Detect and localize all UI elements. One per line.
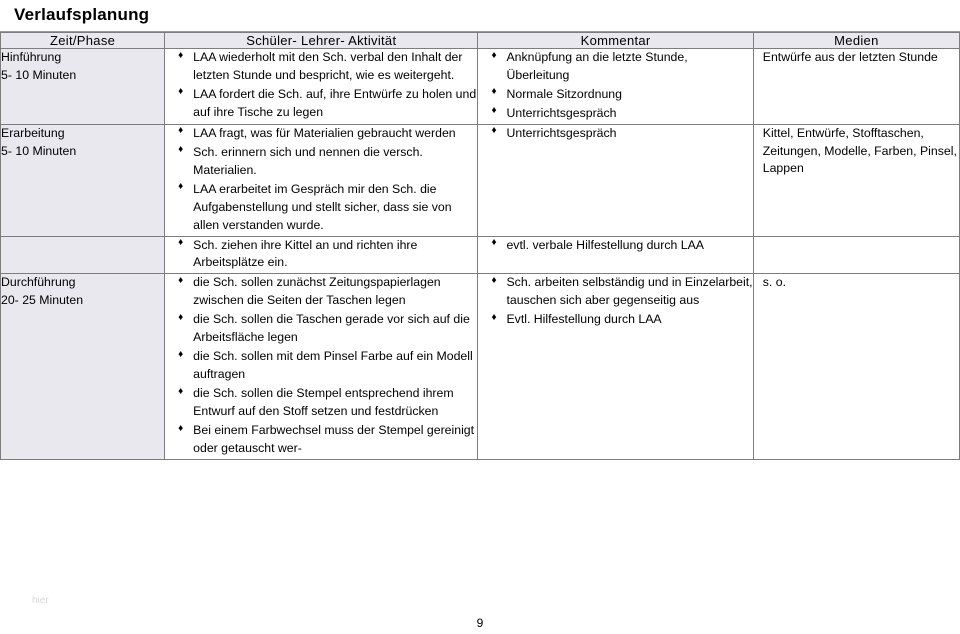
comment-cell (478, 274, 753, 460)
comment-list (490, 274, 752, 329)
activity-cell (165, 274, 478, 460)
list-item: ♦ Sch. arbeiten selbständig und in Einzelarbeit, tauschen sich aber gegenseitig aus (490, 274, 752, 310)
activity-cell (165, 124, 478, 236)
phase-duration: 20- 25 Minuten (1, 293, 84, 308)
list-item: ♦ Unterrichtsgespräch (490, 105, 752, 123)
phase-duration: 5- 10 Minuten (1, 67, 77, 82)
lesson-plan-table (0, 32, 960, 460)
list-item: ♦ Bei einem Farbwechsel muss der Stempel gereinigt oder getauscht wer- (177, 422, 477, 458)
column-header-phase: Zeit/Phase (1, 33, 165, 49)
column-header-comment: Kommentar (478, 33, 753, 49)
media-text: s. o. (762, 275, 786, 290)
media-cell (753, 236, 959, 274)
table-row (1, 124, 960, 236)
phase-cell (1, 274, 165, 460)
page-title: Verlaufsplanung (14, 5, 150, 24)
activity-list (177, 274, 477, 458)
comment-list (490, 49, 752, 123)
table-row (1, 274, 960, 460)
comment-cell (478, 236, 753, 274)
list-item: ♦ LAA fragt, was für Materialien gebraucht werden (177, 125, 477, 143)
list-item: ♦ LAA erarbeitet im Gespräch mir den Sch. die Aufgabenstellung und stellt sicher, dass sie von allen verstanden wurde. (177, 181, 477, 235)
list-item: ♦ die Sch. sollen die Taschen gerade vor sich auf die Arbeitsfläche legen (177, 311, 477, 347)
list-item: ♦ Evtl. Hilfestellung durch LAA (490, 311, 752, 329)
faint-footer-text: hier (32, 595, 49, 606)
list-item: ♦ Sch. ziehen ihre Kittel an und richten ihre Arbeitsplätze ein. (177, 237, 477, 273)
phase-cell (1, 124, 165, 236)
comment-cell (478, 124, 753, 236)
list-item: ♦ die Sch. sollen zunächst Zeitungspapierlagen zwischen die Seiten der Taschen legen (177, 274, 477, 310)
media-cell (753, 49, 959, 125)
activity-cell (165, 236, 478, 274)
media-text: Kittel, Entwürfe, Stofftaschen, Zeitungen, Modelle, Farben, Pinsel, Lappen (762, 125, 957, 176)
activity-list (177, 125, 477, 235)
media-cell (753, 274, 959, 460)
phase-cell (1, 49, 165, 125)
phase-name: Erarbeitung (1, 125, 65, 140)
phase-duration: 5- 10 Minuten (1, 143, 77, 158)
list-item: ♦ Anknüpfung an die letzte Stunde, Überleitung (490, 49, 752, 85)
list-item: ♦ die Sch. sollen die Stempel entsprechend ihrem Entwurf auf den Stoff setzen und festdrücken (177, 385, 477, 421)
phase-cell (1, 236, 165, 274)
activity-cell (165, 49, 478, 125)
page-number: 9 (476, 616, 484, 630)
table-row (1, 49, 960, 125)
comment-list (490, 237, 752, 255)
phase-name: Durchführung (1, 275, 76, 290)
list-item: ♦ Sch. erinnern sich und nennen die versch. Materialien. (177, 144, 477, 180)
phase-name: Hinführung (1, 50, 62, 64)
column-header-activity: Schüler- Lehrer- Aktivität (165, 33, 478, 49)
media-text: Entwürfe aus der letzten Stunde (762, 50, 938, 64)
list-item: ♦ die Sch. sollen mit dem Pinsel Farbe auf ein Modell auftragen (177, 348, 477, 384)
activity-list (177, 49, 477, 122)
table-row (1, 236, 960, 274)
comment-list (490, 125, 752, 143)
list-item: ♦ evtl. verbale Hilfestellung durch LAA (490, 237, 752, 255)
media-cell (753, 124, 959, 236)
list-item: ♦ Normale Sitzordnung (490, 86, 752, 104)
comment-cell (478, 49, 753, 125)
list-item: ♦ LAA wiederholt mit den Sch. verbal den Inhalt der letzten Stunde und bespricht, wie es weitergeht. (177, 49, 477, 85)
column-header-media: Medien (753, 33, 959, 49)
list-item: ♦ LAA fordert die Sch. auf, ihre Entwürfe zu holen und auf ihre Tische zu legen (177, 86, 477, 122)
table-header-row (1, 33, 960, 49)
list-item: ♦ Unterrichtsgespräch (490, 125, 752, 143)
activity-list (177, 237, 477, 273)
